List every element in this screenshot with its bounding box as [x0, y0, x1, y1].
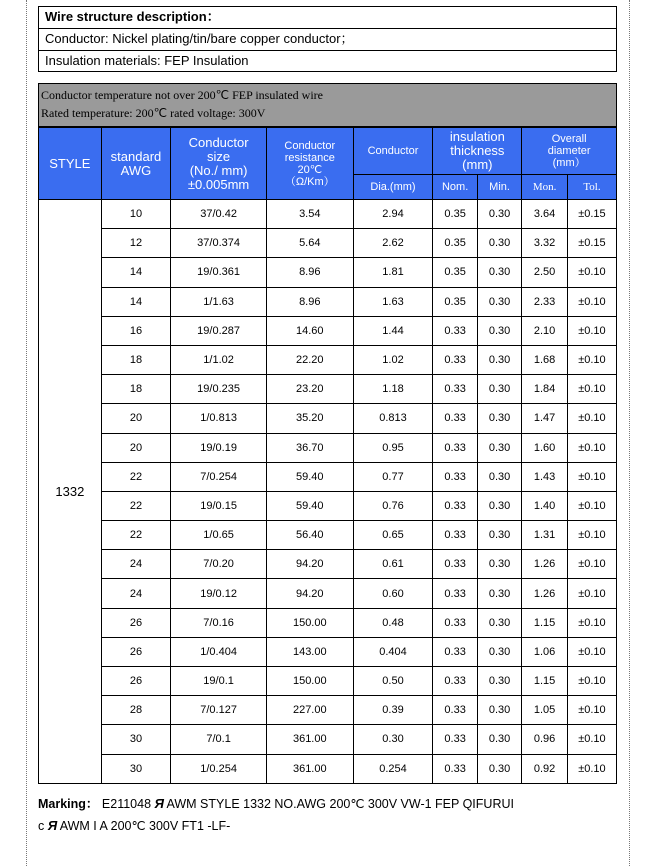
table-row — [39, 316, 617, 345]
header-res-line3: 20℃ — [297, 163, 323, 176]
table-row — [39, 550, 617, 579]
cell-od: 1.47 — [522, 404, 568, 433]
cell-tol: ±0.15 — [567, 229, 616, 258]
header-ins-line3: (mm) — [462, 157, 493, 172]
cell-od: 1.43 — [522, 462, 568, 491]
header-awg-line2: AWG — [120, 162, 152, 178]
cell-res: 35.20 — [266, 404, 353, 433]
description-conductor: Conductor: Nickel plating/tin/bare copper conductor； — [39, 29, 616, 51]
cell-tol: ±0.10 — [567, 667, 616, 696]
cell-dia: 0.254 — [353, 754, 433, 783]
cell-res: 36.70 — [266, 433, 353, 462]
cell-size: 19/0.19 — [171, 433, 267, 462]
cell-od: 1.40 — [522, 491, 568, 520]
cell-nom: 0.33 — [433, 754, 477, 783]
cell-min: 0.30 — [477, 696, 521, 725]
cell-size: 19/0.12 — [171, 579, 267, 608]
header-conductor-size — [171, 128, 267, 200]
cell-res: 14.60 — [266, 316, 353, 345]
header-od-line2: diameter — [547, 145, 591, 157]
cell-awg: 26 — [101, 667, 171, 696]
cell-od: 1.31 — [522, 521, 568, 550]
header-style: STYLE — [39, 128, 102, 200]
header-tol: Tol. — [567, 175, 616, 200]
cell-size: 7/0.127 — [171, 696, 267, 725]
cell-awg: 10 — [101, 200, 171, 229]
header-size-line4: ±0.005mm — [187, 176, 250, 192]
header-resistance — [266, 128, 353, 200]
header-od-line3: (mm） — [552, 157, 586, 169]
cell-nom: 0.33 — [433, 491, 477, 520]
cul-recognized-icon: Я — [47, 818, 57, 833]
cell-tol: ±0.10 — [567, 637, 616, 666]
cell-dia: 0.30 — [353, 725, 433, 754]
cell-nom: 0.33 — [433, 316, 477, 345]
cell-nom: 0.33 — [433, 637, 477, 666]
cell-awg: 22 — [101, 521, 171, 550]
description-insulation: Insulation materials: FEP Insulation — [45, 53, 249, 68]
cell-min: 0.30 — [477, 754, 521, 783]
description-title: Wire structure description： — [39, 7, 616, 29]
cell-nom: 0.33 — [433, 404, 477, 433]
spec-table-body — [39, 200, 617, 784]
cell-size: 7/0.20 — [171, 550, 267, 579]
marking — [38, 793, 638, 837]
marking-text-2: AWM I A 200℃ 300V FT1 -LF- — [59, 819, 231, 833]
cell-size: 19/0.235 — [171, 375, 267, 404]
table-row — [39, 433, 617, 462]
cell-dia: 0.77 — [353, 462, 433, 491]
cell-awg: 22 — [101, 491, 171, 520]
rating-line-2: Rated temperature: 200℃ rated voltage: 300V — [41, 106, 266, 120]
cell-dia: 0.95 — [353, 433, 433, 462]
cell-size: 7/0.16 — [171, 608, 267, 637]
cell-awg: 12 — [101, 229, 171, 258]
cell-nom: 0.33 — [433, 725, 477, 754]
cell-min: 0.30 — [477, 258, 521, 287]
cell-min: 0.30 — [477, 404, 521, 433]
cell-tol: ±0.10 — [567, 491, 616, 520]
table-row — [39, 229, 617, 258]
cell-size: 19/0.15 — [171, 491, 267, 520]
header-awg-line1: standard — [110, 148, 162, 164]
table-row — [39, 696, 617, 725]
cell-dia: 0.39 — [353, 696, 433, 725]
cell-res: 59.40 — [266, 491, 353, 520]
cell-min: 0.30 — [477, 725, 521, 754]
cell-size: 1/0.813 — [171, 404, 267, 433]
cell-od: 1.26 — [522, 579, 568, 608]
cell-od: 0.96 — [522, 725, 568, 754]
cell-od: 1.06 — [522, 637, 568, 666]
cell-res: 59.40 — [266, 462, 353, 491]
marking-line-2 — [38, 815, 638, 837]
cell-min: 0.30 — [477, 462, 521, 491]
cell-nom: 0.33 — [433, 579, 477, 608]
header-ins-line2: thickness — [450, 143, 505, 158]
cell-tol: ±0.10 — [567, 345, 616, 374]
table-row — [39, 608, 617, 637]
cell-tol: ±0.15 — [567, 200, 616, 229]
table-row — [39, 258, 617, 287]
cell-awg: 30 — [101, 754, 171, 783]
table-row — [39, 725, 617, 754]
cell-size: 37/0.42 — [171, 200, 267, 229]
cell-awg: 16 — [101, 316, 171, 345]
cell-size: 19/0.361 — [171, 258, 267, 287]
cell-awg: 20 — [101, 433, 171, 462]
cell-nom: 0.35 — [433, 258, 477, 287]
cell-awg: 18 — [101, 375, 171, 404]
cell-dia: 0.404 — [353, 637, 433, 666]
table-row — [39, 637, 617, 666]
cell-nom: 0.33 — [433, 608, 477, 637]
style-value-cell: 1332 — [39, 200, 102, 784]
table-row — [39, 579, 617, 608]
rating-band — [38, 83, 617, 127]
cell-dia: 0.813 — [353, 404, 433, 433]
table-row — [39, 404, 617, 433]
cell-dia: 1.63 — [353, 287, 433, 316]
header-size-line3: (No./ mm) — [189, 162, 248, 178]
cell-min: 0.30 — [477, 287, 521, 316]
cell-od: 2.33 — [522, 287, 568, 316]
cell-tol: ±0.10 — [567, 287, 616, 316]
cell-nom: 0.33 — [433, 667, 477, 696]
cell-tol: ±0.10 — [567, 696, 616, 725]
cell-tol: ±0.10 — [567, 550, 616, 579]
cell-dia: 2.94 — [353, 200, 433, 229]
cell-min: 0.30 — [477, 375, 521, 404]
cell-awg: 14 — [101, 287, 171, 316]
cell-res: 361.00 — [266, 725, 353, 754]
cell-awg: 26 — [101, 637, 171, 666]
cell-min: 0.30 — [477, 579, 521, 608]
cell-min: 0.30 — [477, 433, 521, 462]
cell-size: 37/0.374 — [171, 229, 267, 258]
cell-od: 0.92 — [522, 754, 568, 783]
table-row — [39, 462, 617, 491]
cell-res: 5.64 — [266, 229, 353, 258]
cell-tol: ±0.10 — [567, 608, 616, 637]
cell-tol: ±0.10 — [567, 462, 616, 491]
header-res-line4: （Ω/Km） — [284, 175, 335, 188]
cell-od: 1.15 — [522, 667, 568, 696]
cell-od: 1.84 — [522, 375, 568, 404]
table-row — [39, 345, 617, 374]
cell-awg: 14 — [101, 258, 171, 287]
cell-min: 0.30 — [477, 550, 521, 579]
marking-label: Marking： — [38, 797, 99, 811]
cell-dia: 0.50 — [353, 667, 433, 696]
cell-dia: 0.48 — [353, 608, 433, 637]
ul-recognized-icon: Я — [154, 796, 164, 811]
header-size-line2: size — [207, 148, 231, 164]
cell-size: 1/0.404 — [171, 637, 267, 666]
marking-c: c — [38, 819, 45, 833]
cell-od: 1.15 — [522, 608, 568, 637]
cell-od: 1.05 — [522, 696, 568, 725]
cell-awg: 24 — [101, 579, 171, 608]
header-res-line1: Conductor — [284, 139, 336, 152]
cell-od: 1.26 — [522, 550, 568, 579]
cell-min: 0.30 — [477, 229, 521, 258]
cell-od: 3.64 — [522, 200, 568, 229]
cell-size: 7/0.1 — [171, 725, 267, 754]
cell-res: 227.00 — [266, 696, 353, 725]
table-row — [39, 667, 617, 696]
cell-dia: 1.02 — [353, 345, 433, 374]
cell-tol: ±0.10 — [567, 375, 616, 404]
header-overall-diameter — [522, 128, 617, 175]
wire-structure-description — [38, 6, 617, 72]
header-ins-line1: insulation — [449, 129, 505, 144]
table-row — [39, 521, 617, 550]
cell-res: 8.96 — [266, 258, 353, 287]
cell-od: 1.68 — [522, 345, 568, 374]
cell-tol: ±0.10 — [567, 579, 616, 608]
cell-res: 361.00 — [266, 754, 353, 783]
cell-awg: 22 — [101, 462, 171, 491]
cell-nom: 0.35 — [433, 200, 477, 229]
cell-res: 150.00 — [266, 608, 353, 637]
cell-tol: ±0.10 — [567, 258, 616, 287]
cell-tol: ±0.10 — [567, 316, 616, 345]
header-min: Min. — [477, 175, 521, 200]
cell-nom: 0.33 — [433, 375, 477, 404]
spec-table — [38, 127, 617, 784]
cell-awg: 26 — [101, 608, 171, 637]
cell-tol: ±0.10 — [567, 754, 616, 783]
cell-min: 0.30 — [477, 667, 521, 696]
cell-nom: 0.35 — [433, 229, 477, 258]
cell-dia: 1.81 — [353, 258, 433, 287]
header-od-line1: Overall — [551, 133, 587, 145]
cell-dia: 0.60 — [353, 579, 433, 608]
header-res-line2: resistance — [284, 151, 335, 164]
cell-dia: 0.65 — [353, 521, 433, 550]
cell-res: 22.20 — [266, 345, 353, 374]
table-row — [39, 375, 617, 404]
marking-file-number: E211048 — [101, 797, 152, 811]
cell-tol: ±0.10 — [567, 404, 616, 433]
cell-od: 3.32 — [522, 229, 568, 258]
cell-res: 150.00 — [266, 667, 353, 696]
cell-nom: 0.33 — [433, 696, 477, 725]
cell-dia: 1.18 — [353, 375, 433, 404]
cell-size: 1/1.63 — [171, 287, 267, 316]
header-awg — [101, 128, 171, 200]
cell-od: 2.50 — [522, 258, 568, 287]
cell-min: 0.30 — [477, 200, 521, 229]
cell-size: 1/1.02 — [171, 345, 267, 374]
cell-nom: 0.33 — [433, 345, 477, 374]
cell-res: 3.54 — [266, 200, 353, 229]
header-conductor: Conductor — [353, 128, 433, 175]
cell-nom: 0.33 — [433, 433, 477, 462]
cell-nom: 0.33 — [433, 462, 477, 491]
cell-dia: 2.62 — [353, 229, 433, 258]
cell-nom: 0.35 — [433, 287, 477, 316]
cell-size: 7/0.254 — [171, 462, 267, 491]
cell-res: 143.00 — [266, 637, 353, 666]
cell-dia: 1.44 — [353, 316, 433, 345]
cell-tol: ±0.10 — [567, 725, 616, 754]
cell-dia: 0.76 — [353, 491, 433, 520]
cell-awg: 30 — [101, 725, 171, 754]
marking-line-1 — [38, 793, 638, 815]
header-mon: Mon. — [522, 175, 568, 200]
header-insulation-thickness — [433, 128, 522, 175]
rating-line-1: Conductor temperature not over 200℃ FEP insulated wire — [41, 88, 323, 102]
table-row — [39, 200, 617, 229]
cell-awg: 24 — [101, 550, 171, 579]
cell-tol: ±0.10 — [567, 433, 616, 462]
cell-awg: 28 — [101, 696, 171, 725]
cell-min: 0.30 — [477, 637, 521, 666]
cell-res: 23.20 — [266, 375, 353, 404]
header-nom: Nom. — [433, 175, 477, 200]
marking-text-1: AWM STYLE 1332 NO.AWG 200℃ 300V VW-1 FEP QIFURUI — [166, 797, 514, 811]
header-size-line1: Conductor — [188, 134, 249, 150]
cell-size: 19/0.287 — [171, 316, 267, 345]
cell-size: 1/0.254 — [171, 754, 267, 783]
cell-nom: 0.33 — [433, 521, 477, 550]
cell-od: 2.10 — [522, 316, 568, 345]
cell-res: 94.20 — [266, 579, 353, 608]
cell-tol: ±0.10 — [567, 521, 616, 550]
cell-min: 0.30 — [477, 521, 521, 550]
table-row — [39, 287, 617, 316]
cell-res: 94.20 — [266, 550, 353, 579]
cell-res: 56.40 — [266, 521, 353, 550]
cell-min: 0.30 — [477, 345, 521, 374]
table-row — [39, 754, 617, 783]
cell-min: 0.30 — [477, 491, 521, 520]
cell-awg: 20 — [101, 404, 171, 433]
cell-dia: 0.61 — [353, 550, 433, 579]
cell-res: 8.96 — [266, 287, 353, 316]
table-row — [39, 491, 617, 520]
cell-size: 1/0.65 — [171, 521, 267, 550]
cell-od: 1.60 — [522, 433, 568, 462]
header-dia: Dia.(mm) — [353, 175, 433, 200]
cell-nom: 0.33 — [433, 550, 477, 579]
cell-awg: 18 — [101, 345, 171, 374]
cell-min: 0.30 — [477, 608, 521, 637]
cell-size: 19/0.1 — [171, 667, 267, 696]
cell-min: 0.30 — [477, 316, 521, 345]
